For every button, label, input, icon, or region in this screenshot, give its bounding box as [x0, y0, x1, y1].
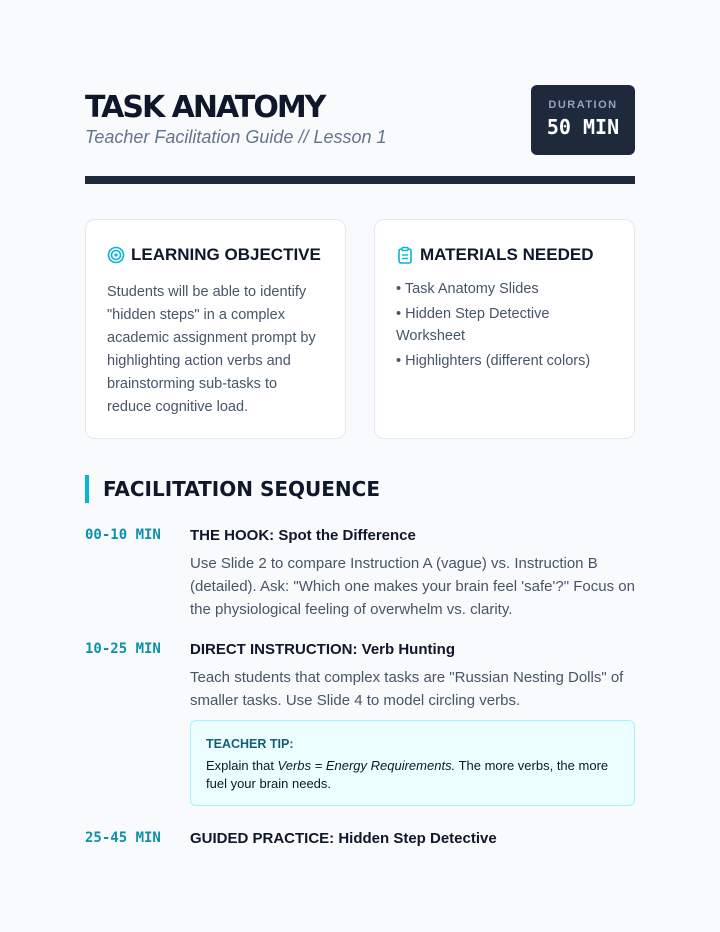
learning-objective-text: Students will be able to identify "hidden steps" in a complex academic assignment prompt by highlighting action verbs and brainstorming sub-tasks to reduce cognitive load.	[107, 284, 316, 415]
materials-item: • Hidden Step Detective Worksheet	[396, 306, 550, 344]
step-text: Teach students that complex tasks are "Russian Nesting Dolls" of smaller tasks. Use Slide 4 to model circling verbs.	[190, 669, 624, 709]
tip-emphasis: Verbs = Energy Requirements.	[277, 758, 456, 773]
step-title: DIRECT INSTRUCTION: Verb Hunting	[190, 641, 455, 658]
step-title: GUIDED PRACTICE: Hidden Step Detective	[190, 830, 497, 847]
learning-objective-card	[85, 219, 346, 439]
duration-badge	[531, 85, 635, 155]
page-header	[85, 85, 635, 185]
target-icon	[107, 246, 125, 264]
step-text: Use Slide 2 to compare Instruction A (vague) vs. Instruction B (detailed). Ask: "Which one makes your brain feel 'safe'?" Focus on the physiological feeling of overwhelm vs. clarity.	[190, 555, 635, 618]
duration-label: DURATION	[548, 99, 618, 111]
materials-title: MATERIALS NEEDED	[420, 245, 594, 264]
tip-prefix: Explain that	[206, 758, 278, 773]
materials-item: • Task Anatomy Slides	[396, 281, 539, 297]
step-time: 10-25 MIN	[85, 641, 161, 657]
facilitation-sequence-heading: FACILITATION SEQUENCE	[85, 475, 380, 503]
materials-item: • Highlighters (different colors)	[396, 353, 591, 369]
step-time: 25-45 MIN	[85, 830, 161, 846]
header-divider	[85, 176, 635, 184]
page-subtitle: Teacher Facilitation Guide // Lesson 1	[85, 127, 387, 147]
teacher-tip-text	[206, 757, 619, 793]
learning-objective-title: LEARNING OBJECTIVE	[131, 245, 321, 264]
step-time: 00-10 MIN	[85, 527, 161, 543]
teacher-tip-callout	[190, 720, 635, 806]
page-title: TASK ANATOMY	[85, 90, 325, 125]
tip-suffix: The more verbs, the more fuel your brain needs.	[206, 758, 609, 791]
duration-value: 50 MIN	[546, 115, 620, 139]
materials-card	[374, 219, 635, 439]
materials-list	[396, 278, 613, 372]
step-title: THE HOOK: Spot the Difference	[190, 527, 416, 544]
clipboard-icon	[396, 246, 414, 264]
teacher-tip-label: TEACHER TIP:	[206, 737, 294, 751]
